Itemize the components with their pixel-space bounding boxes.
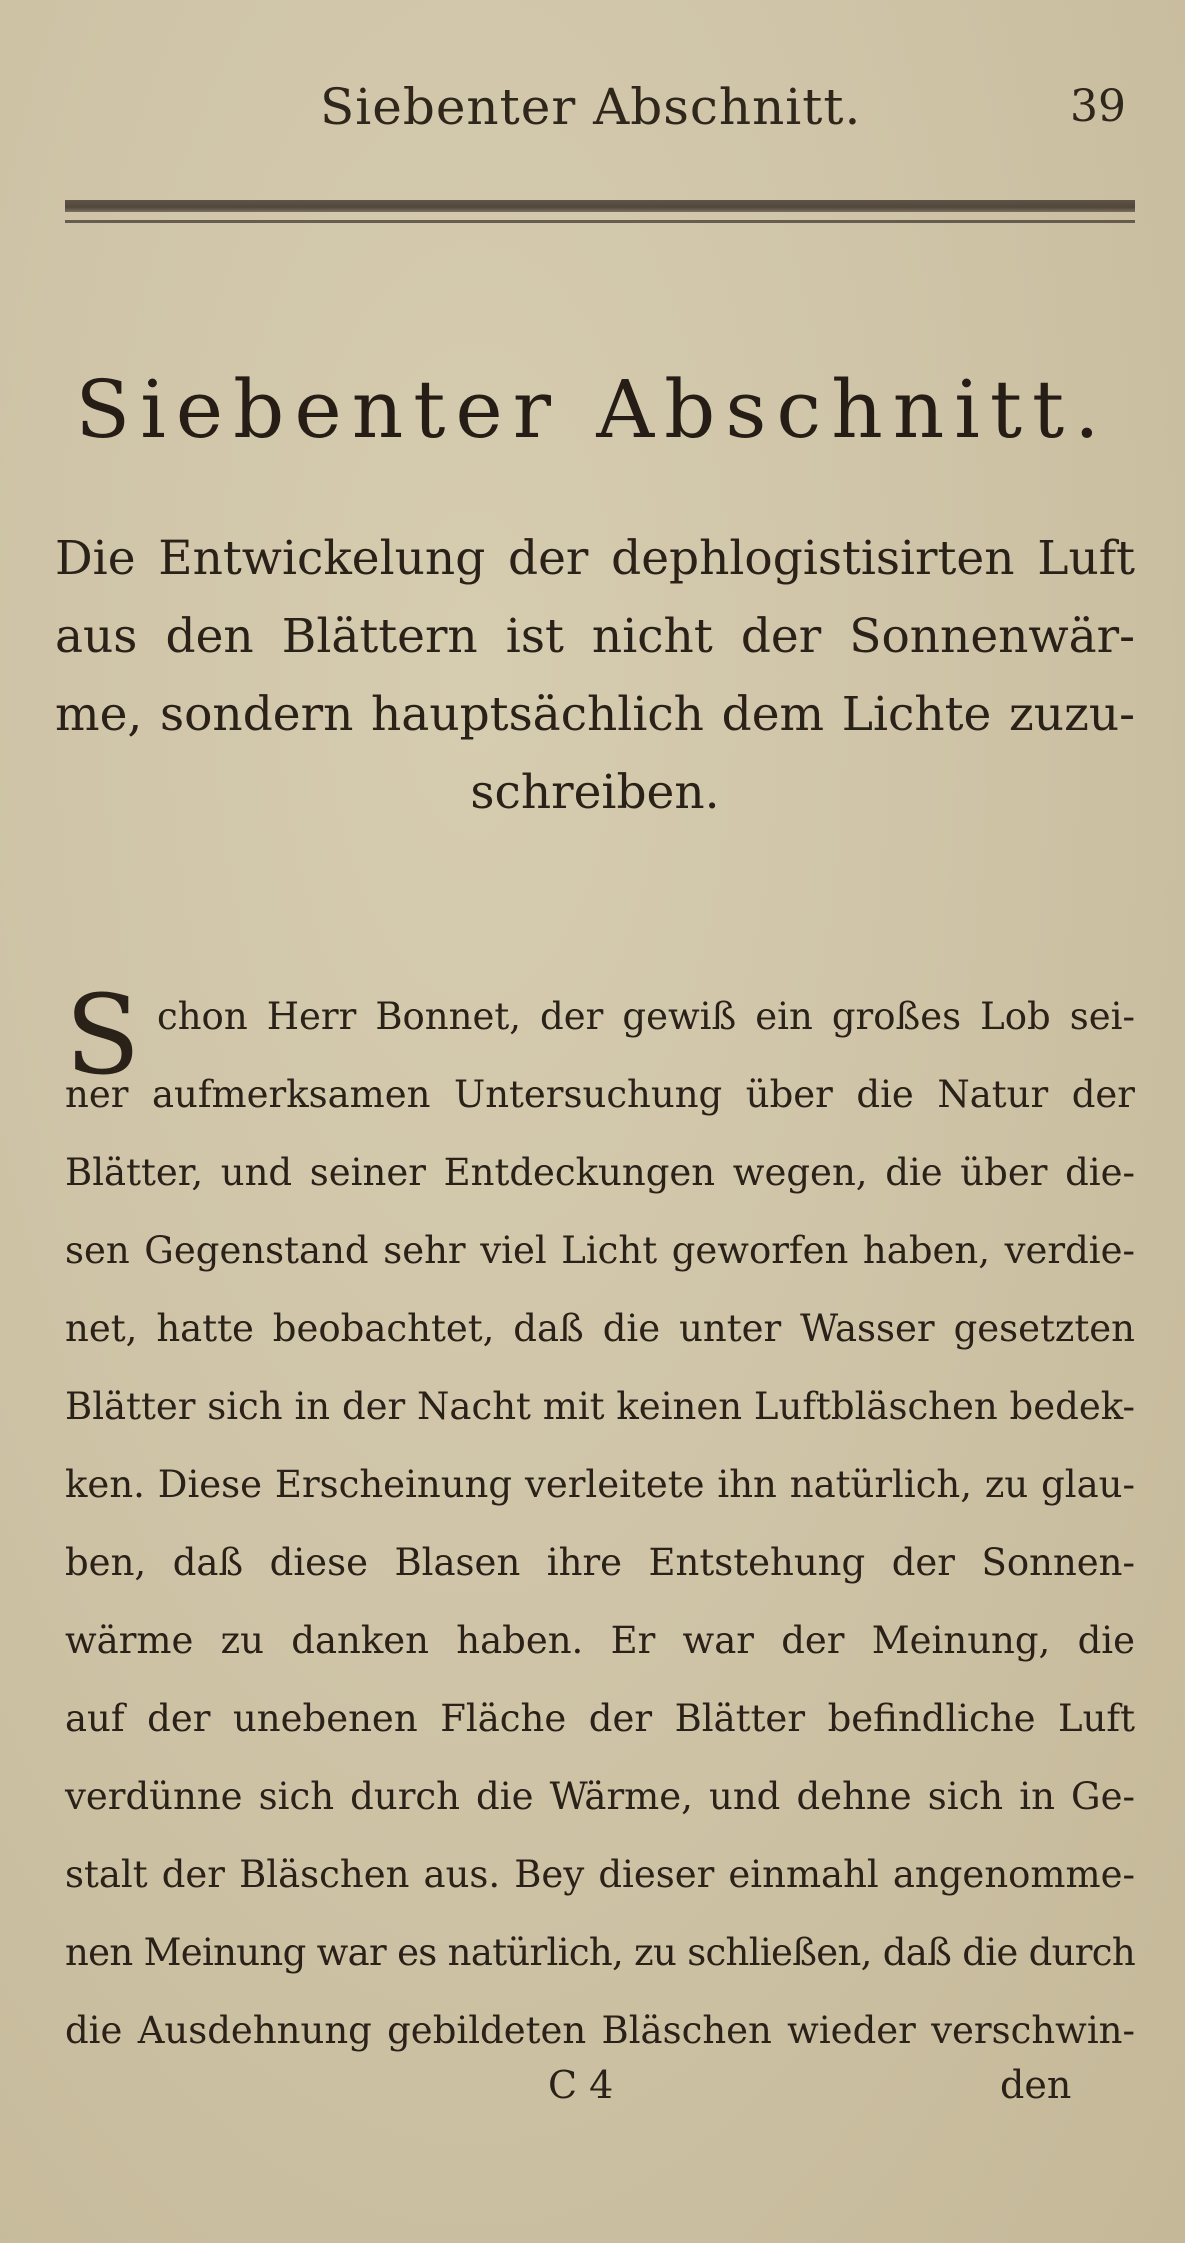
page-number: 39 [1070,81,1126,132]
chapter-title: Siebenter Abschnitt. [75,363,1110,456]
catchword: den [1000,2063,1072,2107]
body-line: sen Gegenstand sehr viel Licht geworfen haben, verdie- [65,1229,1135,1272]
body-line: Blätter, und seiner Entdeckungen wegen, die über die- [65,1151,1135,1194]
body-line: verdünne sich durch die Wärme, und dehne sich in Ge- [65,1775,1135,1818]
running-head [0,72,1185,142]
body-line: net, hatte beobachtet, daß die unter Wasser gesetzten [65,1307,1135,1350]
body-line: ner aufmerksamen Untersuchung über die Natur der [65,1073,1135,1116]
signature-mark: C 4 [548,2063,614,2107]
drop-cap: S [65,971,141,1099]
header-rule-thin [65,220,1135,223]
running-head-title: Siebenter Abschnitt. [320,78,862,136]
body-line: ken. Diese Erscheinung verleitete ihn natürlich, zu glau- [65,1463,1135,1506]
body-line: ben, daß diese Blasen ihre Entstehung der Sonnen- [65,1541,1135,1584]
summary-line: aus den Blättern ist nicht der Sonnenwär- [55,609,1135,664]
header-rule-thick [65,200,1135,212]
body-line: stalt der Bläschen aus. Bey dieser einmahl angenomme- [65,1853,1135,1896]
body-text [65,971,1135,2052]
chapter-summary [55,520,1135,850]
body-line: wärme zu danken haben. Er war der Meinung, die [65,1619,1135,1662]
body-line: nen Meinung war es natürlich, zu schließen, daß die durch [65,1931,1135,1974]
summary-line: schreiben. [470,765,720,820]
summary-line: Die Entwickelung der dephlogistisirten Luft [55,531,1135,586]
body-line: auf der unebenen Fläche der Blätter befindliche Luft [65,1697,1135,1740]
body-line: die Ausdehnung gebildeten Bläschen wieder verschwin- [65,2009,1135,2052]
body-line: Blätter sich in der Nacht mit keinen Luftbläschen bedek- [65,1385,1135,1428]
summary-line: me, sondern hauptsächlich dem Lichte zuzu- [55,687,1135,742]
body-line: chon Herr Bonnet, der gewiß ein großes Lob sei- [157,995,1135,1038]
